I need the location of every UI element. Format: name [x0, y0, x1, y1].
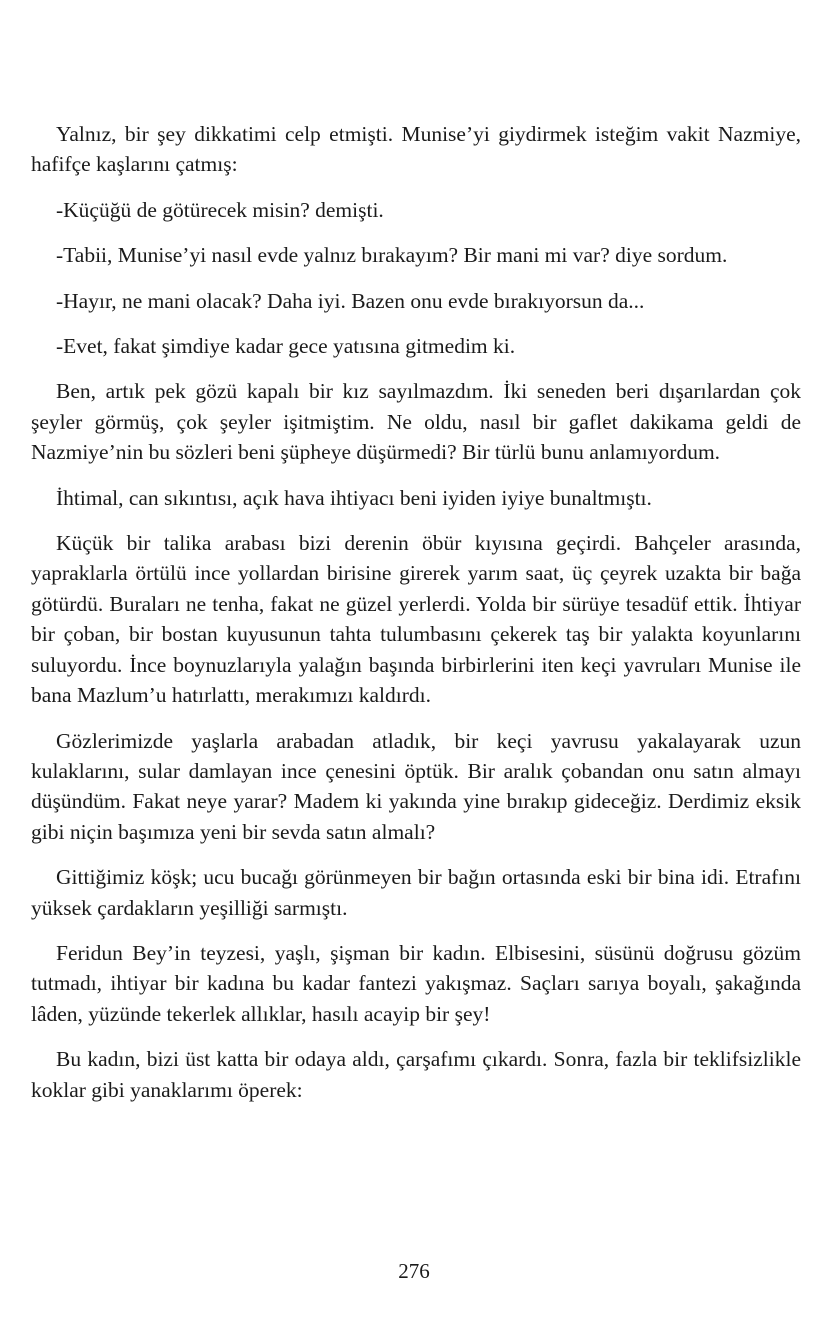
- paragraph-2: -Küçüğü de götürecek misin? demişti.: [56, 197, 384, 222]
- page-number: 276: [398, 1259, 430, 1283]
- paragraph-3: -Tabii, Munise’yi nasıl evde yalnız bırakayım? Bir mani mi var? diye sordum.: [56, 243, 728, 268]
- paragraph-7: İhtimal, can sıkıntısı, açık hava ihtiyacı beni iyiden iyiye bunaltmıştı.: [56, 485, 652, 510]
- paragraph-10: Gittiğimiz köşk; ucu bucağı görünmeyen bir bağın ortasında eski bir bina idi. Etrafını yüksek çardakların yeşilliği sarmıştı.: [31, 865, 801, 920]
- paragraph-1: Yalnız, bir şey dikkatimi celp etmişti. Munise’yi giydirmek isteğim vakit Nazmiye, hafifçe kaşlarını çatmış:: [31, 122, 801, 177]
- book-page-body: [31, 119, 801, 1120]
- paragraph-4: -Hayır, ne mani olacak? Daha iyi. Bazen onu evde bırakıyorsun da...: [56, 288, 645, 313]
- paragraph-11: Feridun Bey’in teyzesi, yaşlı, şişman bir kadın. Elbisesini, süsünü doğrusu gözüm tutmadı, ihtiyar bir kadına bu kadar fantezi yakışmaz. Saçları sarıya boyalı, şakağında lâden, yüzünde tekerlek allıklar, hasılı acayip bir şey!: [31, 940, 801, 1026]
- paragraph-5: -Evet, fakat şimdiye kadar gece yatısına gitmedim ki.: [56, 334, 516, 359]
- paragraph-6: Ben, artık pek gözü kapalı bir kız sayılmazdım. İki seneden beri dışarılardan çok şeyler görmüş, çok şeyler işitmiştim. Ne oldu, nasıl bir gaflet dakikama geldi de Nazmiye’nin bu sözleri beni şüpheye düşürmedi? Bir türlü bunu anlamıyordum.: [31, 379, 801, 465]
- paragraph-9: Gözlerimizde yaşlarla arabadan atladık, bir keçi yavrusu yakalayarak uzun kulaklarını, sular damlayan ince çenesini öptük. Bir aralık çobandan onu satın almayı düşündüm. Fakat neye yarar? Madem ki yakında yine bırakıp gideceğiz. Derdimiz eksik gibi niçin başımıza yeni bir sevda satın almalı?: [31, 728, 801, 844]
- paragraph-8: Küçük bir talika arabası bizi derenin öbür kıyısına geçirdi. Bahçeler arasında, yapraklarla örtülü ince yollardan birisine girerek yarım saat, üç çeyrek uzakta bir bağa götürdü. Buraları ne tenha, fakat ne güzel yerlerdi. Yolda bir sürüye tesadüf ettik. İhtiyar bir çoban, bir bostan kuyusunun tahta tulumbasını çekerek taş bir yalakta koyunlarını suluyordu. İnce boynuzlarıyla yalağın başında birbirlerini iten keçi yavruları Munise ile bana Mazlum’u hatırlattı, merakımızı kaldırdı.: [31, 531, 801, 708]
- paragraph-12: Bu kadın, bizi üst katta bir odaya aldı, çarşafımı çıkardı. Sonra, fazla bir teklifsizlikle koklar gibi yanaklarımı öperek:: [31, 1047, 801, 1102]
